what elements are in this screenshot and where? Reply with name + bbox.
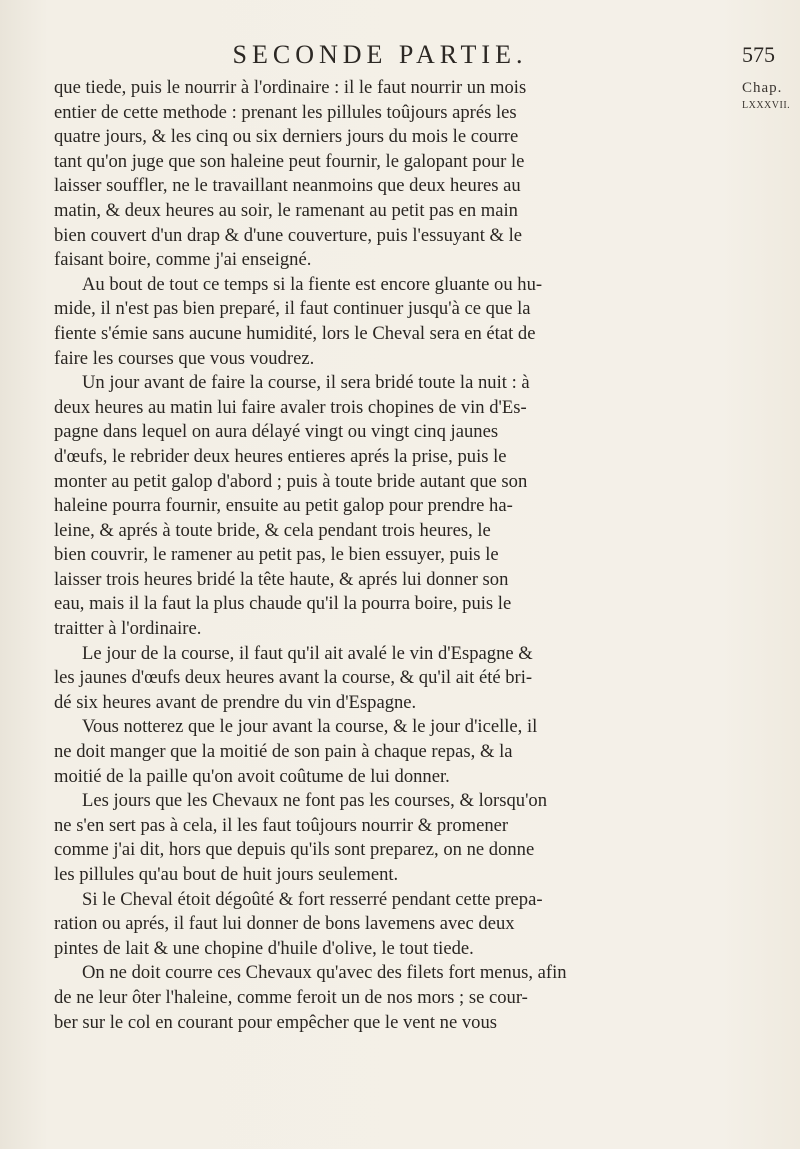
text-line: Au bout de tout ce temps si la fiente est encore gluante ou hu- xyxy=(82,273,543,295)
text-line: On ne doit courre ces Chevaux qu'avec des filets fort menus, afin xyxy=(82,962,567,984)
text-line: leine, & aprés à toute bride, & cela pendant trois heures, le xyxy=(54,519,491,541)
chapter-label: Chap. xyxy=(742,80,783,96)
text-line: haleine pourra fournir, ensuite au petit galop pour prendre ha- xyxy=(54,495,513,517)
text-line: pintes de lait & une chopine d'huile d'olive, le tout tiede. xyxy=(54,937,474,959)
body-text xyxy=(54,76,734,1035)
text-line: laisser trois heures bridé la tête haute, & aprés lui donner son xyxy=(54,568,509,590)
text-line: les jaunes d'œufs deux heures avant la course, & qu'il ait été bri- xyxy=(54,667,533,689)
text-line: faisant boire, comme j'ai enseigné. xyxy=(54,249,312,271)
text-line: bien couvert d'un drap & d'une couverture, puis l'essuyant & le xyxy=(54,224,523,246)
text-line: dé six heures avant de prendre du vin d'Espagne. xyxy=(54,691,417,713)
text-line: comme j'ai dit, hors que depuis qu'ils sont preparez, on ne donne xyxy=(54,839,535,861)
text-line: pagne dans lequel on aura délayé vingt ou vingt cinq jaunes xyxy=(54,421,499,443)
text-line: bien couvrir, le ramener au petit pas, le bien essuyer, puis le xyxy=(54,544,499,566)
text-line: ne s'en sert pas à cela, il les faut toûjours nourrir & promener xyxy=(54,814,509,836)
page-number: 575 xyxy=(742,42,775,67)
text-line: Les jours que les Chevaux ne font pas les courses, & lorsqu'on xyxy=(82,790,548,812)
text-line: ration ou aprés, il faut lui donner de bons lavemens avec deux xyxy=(54,913,515,935)
text-line: de ne leur ôter l'haleine, comme feroit un de nos mors ; se cour- xyxy=(54,986,528,1008)
running-header: SECONDE PARTIE. xyxy=(232,40,528,69)
text-line: Vous notterez que le jour avant la course, & le jour d'icelle, il xyxy=(82,716,538,738)
text-line: fiente s'émie sans aucune humidité, lors le Cheval sera en état de xyxy=(54,322,536,344)
text-line: matin, & deux heures au soir, le ramenant au petit pas en main xyxy=(54,199,518,221)
text-line: Le jour de la course, il faut qu'il ait avalé le vin d'Espagne & xyxy=(82,642,533,664)
chapter-margin-note xyxy=(742,80,798,114)
text-line: les pillules qu'au bout de huit jours seulement. xyxy=(54,864,399,885)
text-line: d'œufs, le rebrider deux heures entieres aprés la prise, puis le xyxy=(54,445,507,467)
text-line: faire les courses que vous voudrez. xyxy=(54,347,315,369)
text-line: monter au petit galop d'abord ; puis à toute bride autant que son xyxy=(54,470,528,492)
text-line: deux heures au matin lui faire avaler trois chopines de vin d'Es- xyxy=(54,396,527,418)
text-line: ne doit manger que la moitié de son pain à chaque repas, & la xyxy=(54,741,513,763)
text-line: moitié de la paille qu'on avoit coûtume de lui donner. xyxy=(54,765,450,787)
text-line: mide, il n'est pas bien preparé, il faut continuer jusqu'à ce que la xyxy=(54,298,531,320)
text-line: Si le Cheval étoit dégoûté & fort resserré pendant cette prepa- xyxy=(82,888,543,910)
text-line: tant qu'on juge que son haleine peut fournir, le galopant pour le xyxy=(54,150,525,172)
text-line: Un jour avant de faire la course, il sera bridé toute la nuit : à xyxy=(82,372,530,394)
text-line: traitter à l'ordinaire. xyxy=(54,618,202,640)
text-line: entier de cette methode : prenant les pillules toûjours aprés les xyxy=(54,101,517,123)
text-line: quatre jours, & les cinq ou six derniers jours du mois le courre xyxy=(54,126,519,148)
text-line: eau, mais il la faut la plus chaude qu'il la pourra boire, puis le xyxy=(54,593,512,615)
text-line: que tiede, puis le nourrir à l'ordinaire : il le faut nourrir un mois xyxy=(54,77,527,98)
chapter-number: LXXXVII. xyxy=(742,100,791,111)
text-line: laisser souffler, ne le travaillant neanmoins que deux heures au xyxy=(54,175,521,197)
text-line: ber sur le col en courant pour empêcher que le vent ne vous xyxy=(54,1011,497,1033)
